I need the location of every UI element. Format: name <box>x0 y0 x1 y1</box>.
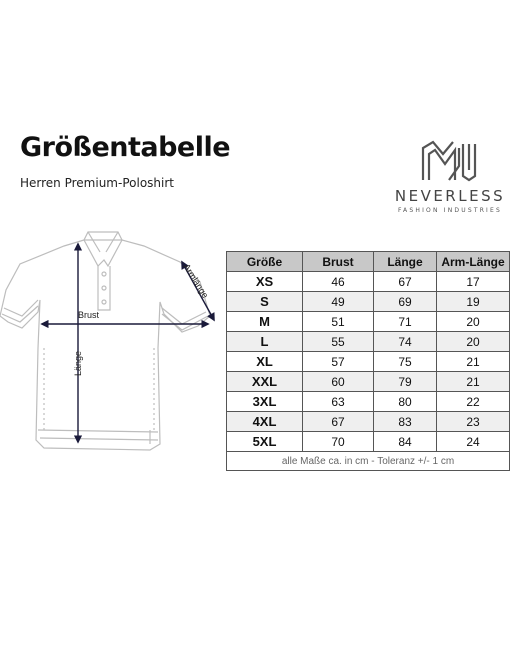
arm-length-cell: 21 <box>437 372 510 392</box>
length-cell: 67 <box>374 272 437 292</box>
chest-label: Brust <box>78 310 100 320</box>
brand-name: NEVERLESS <box>394 187 506 205</box>
length-cell: 71 <box>374 312 437 332</box>
chest-cell: 60 <box>303 372 374 392</box>
chest-cell: 49 <box>303 292 374 312</box>
neverless-logo-icon <box>419 140 481 182</box>
size-cell: 4XL <box>227 412 303 432</box>
length-cell: 69 <box>374 292 437 312</box>
table-row <box>227 272 510 292</box>
length-cell: 75 <box>374 352 437 372</box>
page-title: Größentabelle <box>20 132 231 163</box>
column-header-size: Größe <box>227 252 303 272</box>
table-row <box>227 352 510 372</box>
size-table <box>226 251 510 471</box>
chest-cell: 63 <box>303 392 374 412</box>
size-cell: L <box>227 332 303 352</box>
table-row <box>227 332 510 352</box>
size-cell: XXL <box>227 372 303 392</box>
size-cell: XS <box>227 272 303 292</box>
brand-logo <box>388 140 512 220</box>
arm-length-cell: 20 <box>437 312 510 332</box>
size-cell: 3XL <box>227 392 303 412</box>
size-cell: XL <box>227 352 303 372</box>
brand-tagline: FASHION INDUSTRIES <box>397 207 503 214</box>
size-cell: S <box>227 292 303 312</box>
length-label: Länge <box>73 350 83 376</box>
chest-cell: 70 <box>303 432 374 452</box>
length-cell: 80 <box>374 392 437 412</box>
table-row <box>227 292 510 312</box>
table-row <box>227 372 510 392</box>
length-cell: 84 <box>374 432 437 452</box>
arm-length-label: Armlänge <box>181 262 211 300</box>
table-row <box>227 312 510 332</box>
table-row <box>227 392 510 412</box>
arm-length-cell: 24 <box>437 432 510 452</box>
size-cell: 5XL <box>227 432 303 452</box>
column-header-length: Länge <box>374 252 437 272</box>
arm-length-cell: 23 <box>437 412 510 432</box>
chest-cell: 51 <box>303 312 374 332</box>
table-header-row <box>227 252 510 272</box>
tolerance-note: alle Maße ca. in cm - Toleranz +/- 1 cm <box>227 452 510 471</box>
column-header-arm-length: Arm-Länge <box>437 252 510 272</box>
chest-cell: 55 <box>303 332 374 352</box>
page-subtitle: Herren Premium-Poloshirt <box>20 176 174 190</box>
size-cell: M <box>227 312 303 332</box>
length-cell: 74 <box>374 332 437 352</box>
length-cell: 79 <box>374 372 437 392</box>
arm-length-cell: 17 <box>437 272 510 292</box>
table-row <box>227 412 510 432</box>
table-row <box>227 432 510 452</box>
chest-cell: 57 <box>303 352 374 372</box>
table-note-row <box>227 452 510 471</box>
chest-cell: 46 <box>303 272 374 292</box>
column-header-chest: Brust <box>303 252 374 272</box>
arm-length-cell: 20 <box>437 332 510 352</box>
arm-length-cell: 19 <box>437 292 510 312</box>
length-cell: 83 <box>374 412 437 432</box>
arm-length-cell: 21 <box>437 352 510 372</box>
arm-length-cell: 22 <box>437 392 510 412</box>
chest-cell: 67 <box>303 412 374 432</box>
